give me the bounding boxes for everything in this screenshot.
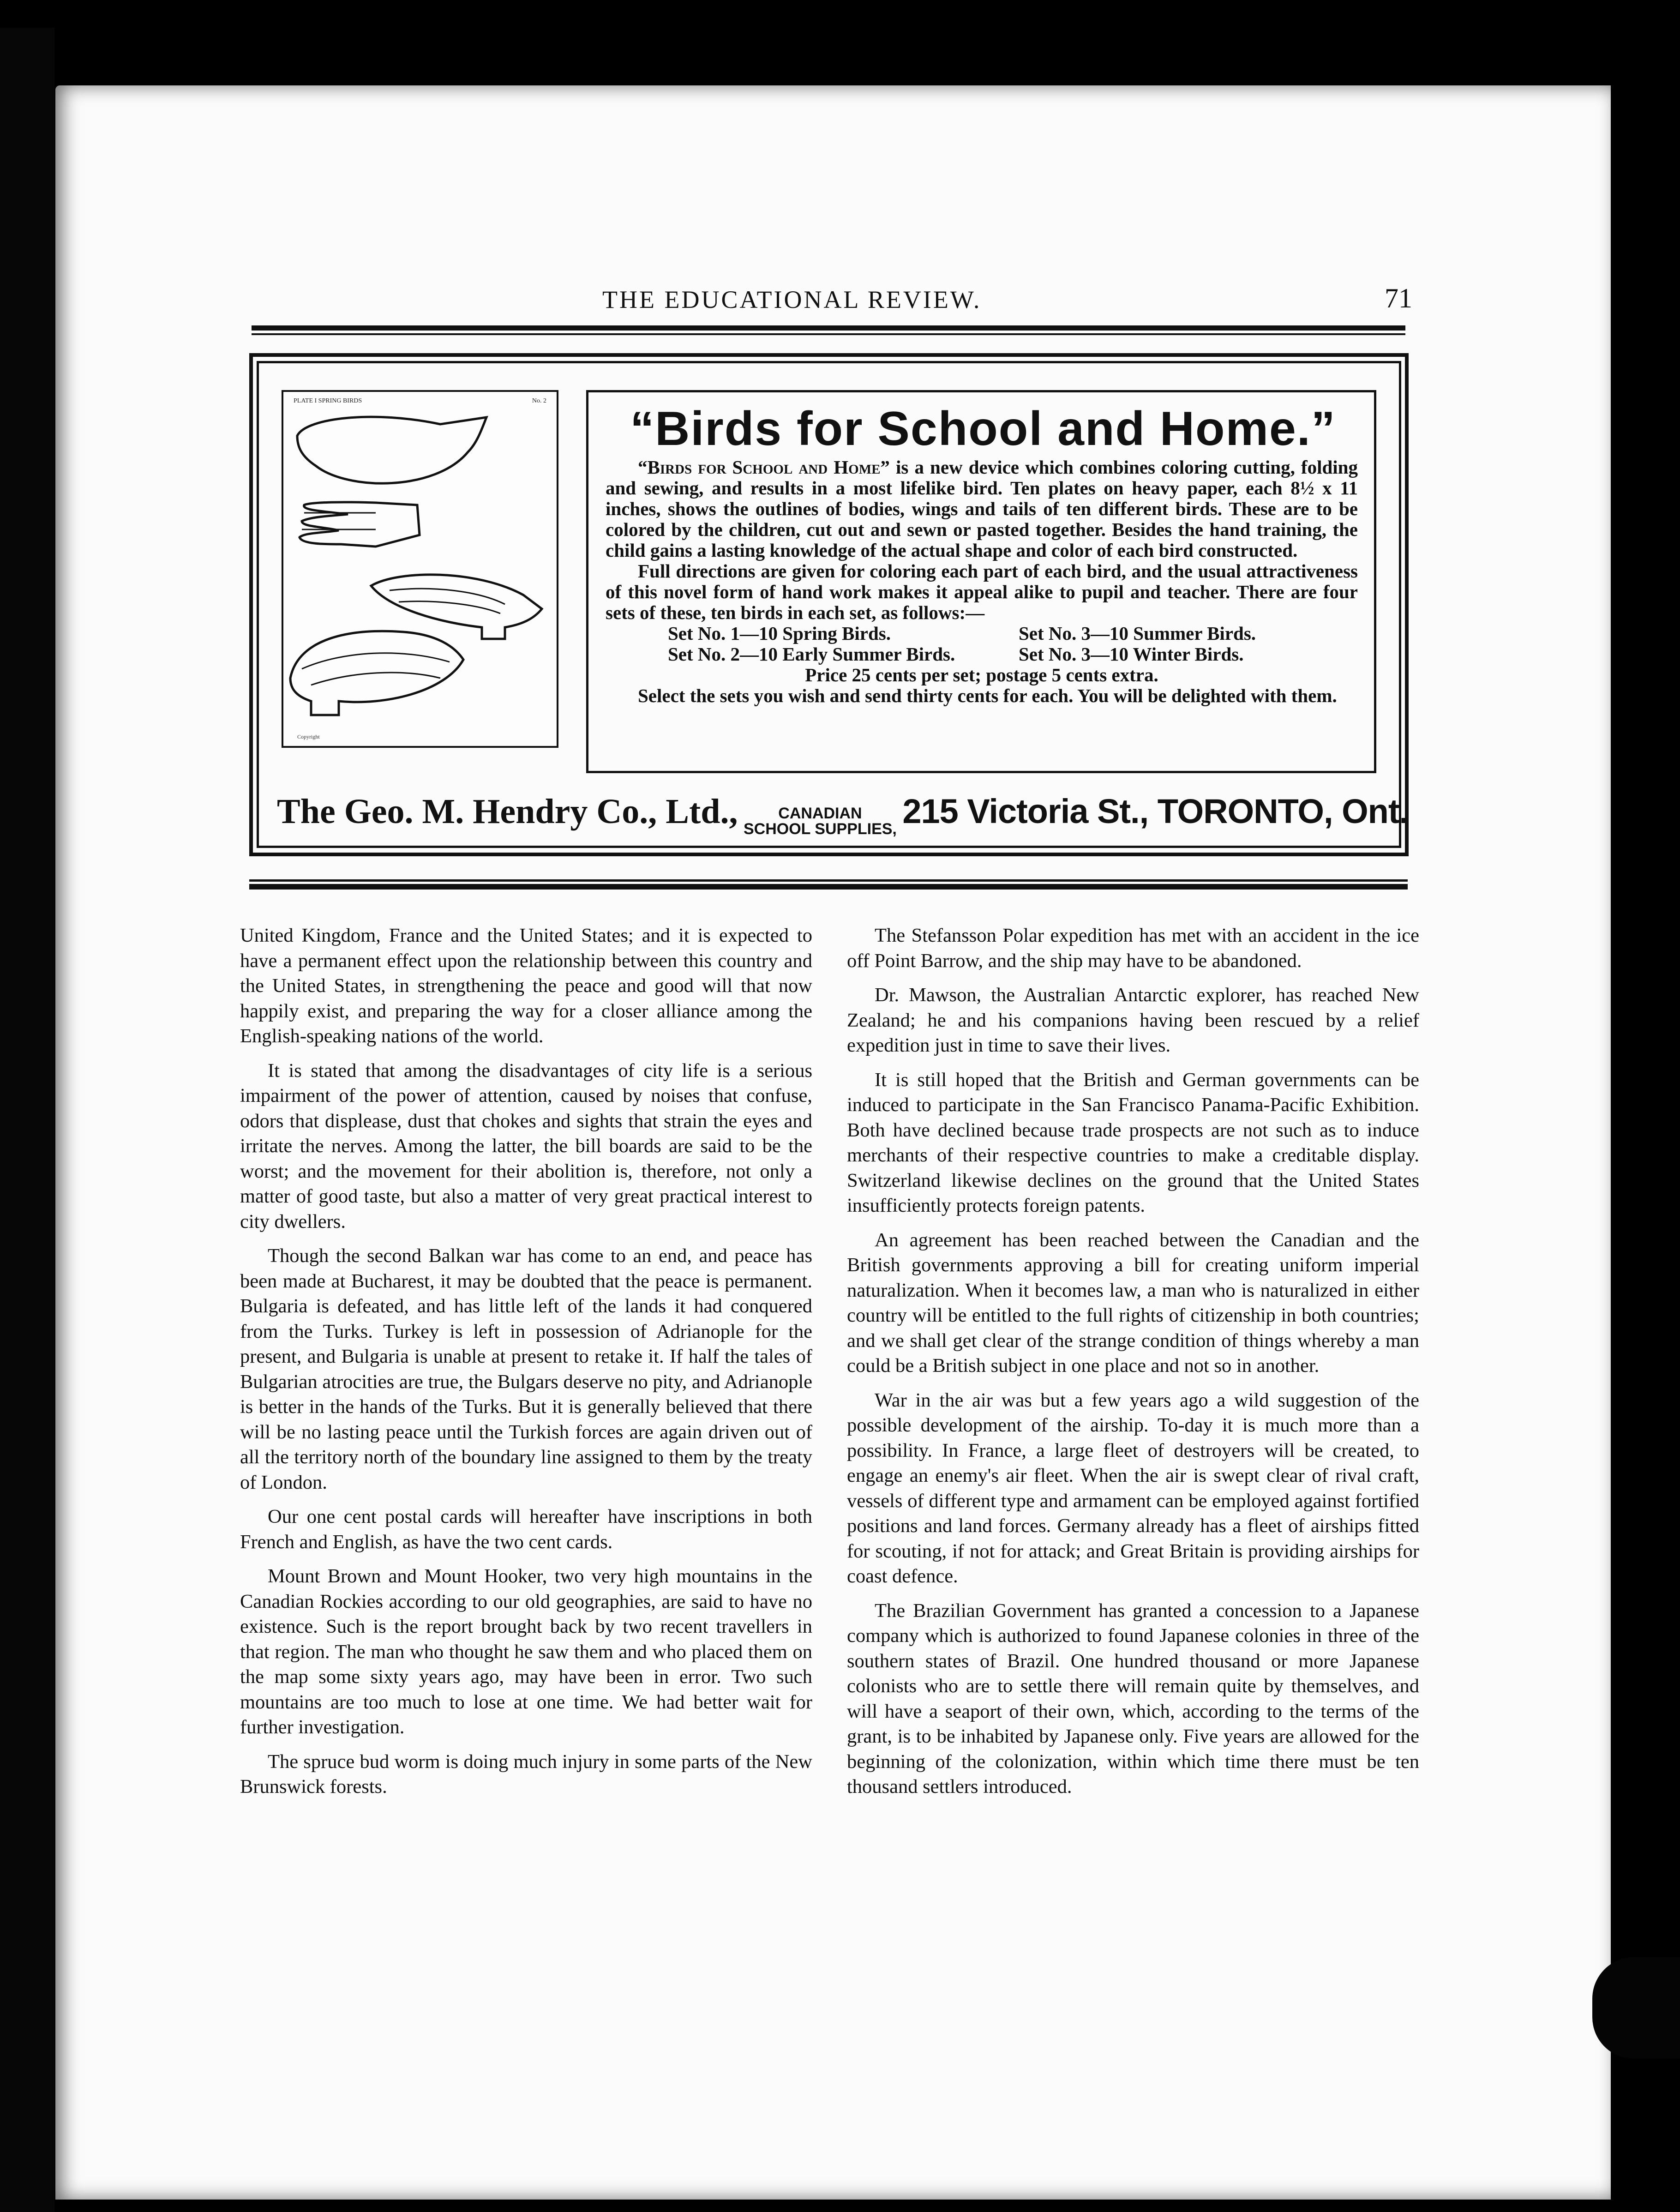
paragraph: Our one cent postal cards will hereafter have inscriptions in both French and English, as have the two cent cards.	[240, 1506, 812, 1553]
paragraph: The Brazilian Government has granted a concession to a Japanese company which is authorized to found Japanese colonies in three of the southern states of Brazil. One hundred thousand or more Japanese colonists who are to settle there will remain quite by themselves, and will have a seaport of their own, which, according to the terms of the grant, is to be inhabited by Japanese only. Five years are allowed for the beginning of the colonization, within which time there must be ten thousand settlers introduced.	[847, 1599, 1419, 1797]
company-tag	[744, 805, 897, 837]
section-rule-thick	[249, 884, 1408, 890]
bird-tail-outline	[300, 502, 420, 547]
set-item: Set No. 2—10 Early Summer Birds.	[668, 643, 955, 665]
header-rule-thin	[252, 333, 1405, 335]
company-tag-bottom: SCHOOL SUPPLIES,	[744, 820, 897, 838]
section-rule-thin	[249, 879, 1408, 882]
bird-wing-right-outline	[371, 575, 542, 639]
bird-body-outline	[297, 417, 486, 483]
set-item: Set No. 1—10 Spring Birds.	[668, 623, 891, 644]
advertisement-directions: Full directions are given for coloring each part of each bird, and the usual attractiveness of this novel form of hand work makes it appeal alike to pupil and teacher. There are four sets of these, ten birds in each set, as follows:—	[606, 560, 1358, 623]
company-line	[277, 792, 1409, 838]
paragraph: United Kingdom, France and the United States; and it is expected to have a permanent effect upon the relationship between this country and the United States, in strengthening the peace and good will that now happily exist, and preparing the way for a closer alliance among the English-speaking nations of the world.	[240, 925, 812, 1047]
bird-parts-drawing	[283, 392, 557, 746]
company-tag-top: CANADIAN	[778, 804, 862, 822]
plate-header-left: PLATE I SPRING BIRDS	[294, 397, 362, 404]
paragraph: Dr. Mawson, the Australian Antarctic explorer, has reached New Zealand; he and his companions having been rescued by a relief expedition just in time to save their lives.	[847, 984, 1419, 1056]
price-line: Price 25 cents per set; postage 5 cents extra.	[805, 664, 1158, 685]
running-title: THE EDUCATIONAL REVIEW.	[602, 286, 982, 313]
header-rule-thick	[252, 325, 1405, 331]
book-binding-shadow	[0, 28, 54, 2212]
right-column	[847, 923, 1419, 1809]
paragraph: It is stated that among the disadvantages of city life is a serious impairment of the power of attention, caused by noises that confuse, odors that displease, dust that chokes and sights that strain the eyes and irritate the nerves. Among the latter, the bill boards are said to be the worst; and the movement for their abolition is, therefore, not only a matter of good taste, but also a matter of very great practical interest to city dwellers.	[240, 1059, 812, 1232]
advertisement-title: “Birds for School and Home.”	[630, 402, 1336, 456]
paragraph: War in the air was but a few years ago a wild suggestion of the possible development of the airship. To-day it is much more than a possibility. In France, a large fleet of destroyers will be created, to engage an enemy's air fleet. When the air is swept clear of rival craft, vessels of different type and armament can be employed against fortified positions and land forces. Germany already has a fleet of airships fitted for scouting, if not for attack; and Great Britain is providing airships for coast defence.	[847, 1389, 1419, 1587]
plate-credit: Copyright	[297, 733, 320, 740]
paragraph: Though the second Balkan war has come to an end, and peace has been made at Bucharest, it may be doubted that the peace is permanent. Bulgaria is defeated, and has little left of the lands it had conquered from the Turks. Turkey is left in possession of Adrianople for the present, and Bulgaria is unable at present to retake it. If half the tales of Bulgarian atrocities are true, the Bulgars deserve no pity, and Adrianople is better in the hands of the Turks. But it is generally believed that there will be no lasting peace until the Turkish forces are again driven out of all the territory north of the boundary line assigned to them by the treaty of London.	[240, 1245, 812, 1493]
set-item: Set No. 3—10 Winter Birds.	[1019, 643, 1244, 665]
left-column	[240, 923, 812, 1809]
paragraph: The Stefansson Polar expedition has met with an accident in the ice off Point Barrow, and the ship may have to be abandoned.	[847, 925, 1419, 972]
set-list	[606, 623, 1358, 665]
intro-rest: is a new device which combines coloring cutting, folding and sewing, and results in a most lifelike bird. Ten plates on heavy paper, each 8½ x 11 inches, shows the outlines of bodies, wings and tails of ten different birds. These are to be colored by the children, cut out and sewn or pasted together. Besides the hand training, the child gains a lasting knowledge of the actual shape and color of each bird constructed.	[606, 457, 1358, 561]
company-address: 215 Victoria St., TORONTO, Ont.	[902, 792, 1409, 830]
paragraph: The spruce bud worm is doing much injury in some parts of the New Brunswick forests.	[240, 1750, 812, 1797]
order-line: Select the sets you wish and send thirty cents for each. You will be delighted with them.	[638, 685, 1337, 706]
bird-plate-illustration	[282, 390, 558, 748]
company-name: The Geo. M. Hendry Co., Ltd.,	[277, 792, 738, 831]
page-number: 71	[1385, 283, 1412, 313]
paragraph: Mount Brown and Mount Hooker, two very high mountains in the Canadian Rockies according to our old geographies, are said to have no existence. Such is the report brought back by two recent travellers in that region. The man who thought he saw them and who placed them on the map some sixty years ago, may have been in error. Two such mountains are too much to lose at one time. We had better wait for further investigation.	[240, 1565, 812, 1738]
plate-header-right: No. 2	[532, 397, 546, 404]
page-clip	[1592, 1957, 1680, 2059]
set-item: Set No. 3—10 Summer Birds.	[1019, 623, 1256, 644]
paragraph: An agreement has been reached between the Canadian and the British governments approving a bill for creating uniform imperial naturalization. When it becomes law, a man who is naturalized in either country will be entitled to the full rights of citizenship in both countries; and we shall get clear of the strange condition of things whereby a man could be a British subject in one place and not so in another.	[847, 1229, 1419, 1376]
advertisement-body	[606, 457, 1358, 706]
advertisement-intro	[606, 457, 1358, 561]
paragraph: It is still hoped that the British and German governments can be induced to participate in the San Francisco Panama-Pacific Exhibition. Both have declined because trade prospects are not such as to induce merchants of their respective countries to make a creditable display. Switzerland likewise declines on the ground that the United States insufficiently protects foreign patents.	[847, 1069, 1419, 1216]
intro-small-caps: “Birds for School and Home”	[638, 457, 890, 478]
